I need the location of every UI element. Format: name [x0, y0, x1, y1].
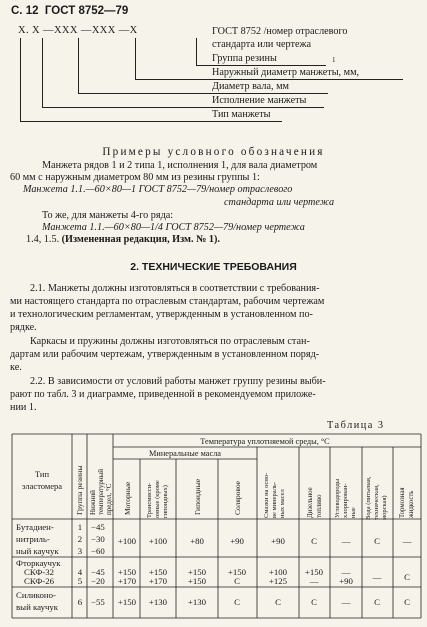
th-solar: Соляровое — [233, 480, 242, 515]
code-line: Х. Х —ХХХ —ХХХ —Х — [18, 25, 138, 36]
row-silicone-diesel: С — [311, 597, 317, 607]
svg-text:Трансмисси-: Трансмисси- — [146, 482, 153, 518]
row-skf26-grease: +125 — [268, 576, 288, 586]
svg-text:Тормозная: Тормозная — [399, 487, 406, 518]
svg-text:нитриль-: нитриль- — [16, 534, 50, 544]
row-fluororubber-title: Фторкаучук — [16, 558, 61, 568]
para-2-1b-line2: дартам или рабочим чертежам, утвержденным в установленном поряд- — [10, 349, 320, 360]
example1-text-cont: 60 мм с наружным диаметром 80 мм из резины группы 1: — [10, 172, 260, 183]
legend-rubber-group: Группа резины — [212, 53, 277, 64]
svg-text:+100: +100 — [117, 536, 137, 546]
row-silicone-brake: С — [404, 597, 410, 607]
svg-text:жидкость: жидкость — [408, 490, 415, 518]
example2-designation: Манжета 1.1.—60×80—1/4 ГОСТ 8752—79/номер чертежа — [42, 222, 305, 233]
row-silicone-name-cont: вый каучук — [16, 602, 59, 612]
para-2-2-line2: рают по табл. 3 и диаграмме, приведенной в рекомендуемом приложе- — [10, 389, 316, 400]
row-skf32-grease: +100 — [268, 567, 288, 577]
th-hypoid: Гипоидные — [193, 478, 202, 515]
svg-text:С: С — [311, 536, 317, 546]
row-skf32-name: СКФ-32 — [24, 567, 55, 577]
row-skf26-sol: С — [234, 576, 240, 586]
legend-shaft-diameter: Диаметр вала, мм — [212, 81, 289, 92]
svg-text:Бутадиен-: Бутадиен- — [16, 522, 54, 532]
th-temp-span: Температура уплотняемой среды, °С — [200, 437, 330, 446]
svg-text:Смазки на осно-: Смазки на осно- — [263, 472, 270, 518]
row-silicone-motor: +150 — [117, 597, 137, 607]
svg-text:С: С — [374, 536, 380, 546]
para-2-2-line3: нии 1. — [10, 402, 37, 413]
svg-text:2: 2 — [77, 534, 83, 544]
para-2-1b-line1: Каркасы и пружины должны изготовляться по отраслевым стан- — [30, 336, 310, 347]
row-silicone-hydro: — — [341, 597, 351, 607]
row-silicone-group: 6 — [77, 597, 83, 607]
svg-text:морская): морская) — [381, 495, 388, 520]
svg-text:онные (кроме: онные (кроме — [154, 480, 161, 518]
row-skf26-motor: +170 — [117, 576, 137, 586]
svg-text:−45: −45 — [91, 522, 105, 532]
svg-text:ный каучук: ный каучук — [16, 546, 59, 556]
row-skf-brake: С — [404, 572, 410, 582]
svg-text:−60: −60 — [91, 546, 105, 556]
para-2-1b-line3: ке. — [10, 362, 22, 373]
svg-text:+90: +90 — [230, 536, 244, 546]
table-label: Таблица 3 — [327, 420, 385, 431]
row-silicone-gip: +130 — [187, 597, 207, 607]
standard-number: ГОСТ 8752—79 — [44, 5, 129, 17]
row-skf32-motor: +150 — [117, 567, 137, 577]
example1-designation-cont: стандарта или чертежа — [224, 197, 335, 208]
row-silicone-grease: С — [275, 597, 281, 607]
para-2-2-line1: 2.2. В зависимости от условий работы манжет группу резины выби- — [30, 376, 326, 387]
th-rubber-group: Группа резины — [75, 465, 84, 515]
section-title: 2. ТЕХНИЧЕСКИЕ ТРЕБОВАНИЯ — [130, 261, 297, 273]
row-skf26-low: −20 — [91, 576, 105, 586]
row-silicone-name: Силиконо- — [16, 590, 56, 600]
row-skf-water: — — [372, 572, 382, 582]
legend-standard-cont: стандарта или чертежа — [212, 39, 312, 50]
svg-text:—: — — [341, 536, 351, 546]
example2-text: То же, для манжеты 4-го ряда: — [42, 210, 174, 221]
svg-text:−30: −30 — [91, 534, 105, 544]
example1-text: Манжета рядов 1 и 2 типа 1, исполнения 1, для вала диаметром — [42, 160, 318, 171]
svg-text:3: 3 — [77, 546, 83, 556]
svg-text:—: — — [402, 536, 412, 546]
para-2-1-line2: ми настоящего стандарта по отраслевым стандартам, рабочим чертежам — [10, 296, 325, 307]
th-motor: Моторные — [123, 481, 132, 515]
row-silicone-sol: С — [234, 597, 240, 607]
row-skf32-low: −45 — [91, 567, 105, 577]
svg-text:техническая,: техническая, — [373, 484, 380, 520]
th-mineral-oils: Минеральные масла — [149, 449, 221, 458]
th-elastomer: эластомера — [21, 481, 63, 491]
para-2-1-line4: рядке. — [10, 322, 37, 333]
th-type: Тип — [34, 469, 50, 479]
row-skf32-group: 4 — [77, 567, 83, 577]
row-silicone-low: −55 — [91, 597, 105, 607]
example1-designation: Манжета 1.1.—60×80—1 ГОСТ 8752—79/номер отраслевого — [23, 184, 293, 195]
row-skf26-diesel: — — [309, 576, 319, 586]
change-note: 1.4, 1.5. (Измененная редакция, Изм. № 1). — [26, 234, 220, 245]
row-skf32-diesel: +150 — [304, 567, 324, 577]
legend-tick: 1 — [332, 56, 336, 64]
row-silicone-water: С — [374, 597, 380, 607]
svg-text:температурный: температурный — [97, 468, 105, 515]
row-skf32-gip: +150 — [187, 567, 207, 577]
legend-cuff-type: Тип манжеты — [212, 109, 271, 120]
svg-text:Вода (питьевая,: Вода (питьевая, — [365, 476, 372, 520]
svg-text:топливо: топливо — [316, 494, 323, 518]
svg-text:+90: +90 — [271, 536, 285, 546]
row-skf26-trans: +170 — [148, 576, 168, 586]
svg-text:ные: ные — [350, 507, 357, 518]
legend-cuff-version: Исполнение манжеты — [212, 95, 307, 106]
svg-text:предел, °С: предел, °С — [105, 483, 113, 515]
svg-text:1: 1 — [77, 522, 83, 532]
row-skf32-trans: +150 — [148, 567, 168, 577]
para-2-1-line1: 2.1. Манжеты должны изготовляться в соответствии с требования- — [30, 283, 320, 294]
svg-text:+80: +80 — [190, 536, 204, 546]
legend-standard: ГОСТ 8752 /номер отраслевого — [212, 26, 348, 37]
row-skf32-hydro: — — [341, 567, 351, 577]
row-skf26-group: 5 — [77, 576, 83, 586]
svg-text:гипоидных): гипоидных) — [162, 485, 169, 518]
row-silicone-trans: +130 — [148, 597, 168, 607]
row-skf26-gip: +150 — [187, 576, 207, 586]
svg-text:хлорирован-: хлорирован- — [342, 483, 349, 518]
row-skf26-name: СКФ-26 — [24, 576, 55, 586]
page-number: С. 12 — [11, 5, 39, 17]
row-skf32-sol: +150 — [227, 567, 247, 577]
svg-text:+100: +100 — [148, 536, 168, 546]
svg-text:Углеводороды: Углеводороды — [334, 478, 341, 518]
row-skf26-hydro: +90 — [339, 576, 353, 586]
svg-text:ве минераль-: ве минераль- — [271, 481, 278, 518]
examples-title: Примеры условного обозначения — [102, 146, 325, 158]
legend-outer-diameter: Наружный диаметр манжеты, мм, — [212, 67, 360, 78]
svg-text:Нижний: Нижний — [89, 490, 97, 515]
svg-text:ных масел: ных масел — [279, 489, 286, 518]
para-2-1-line3: и технологическим регламентам, утвержденным в установленном по- — [10, 309, 313, 320]
svg-text:Дизельное: Дизельное — [307, 487, 314, 518]
